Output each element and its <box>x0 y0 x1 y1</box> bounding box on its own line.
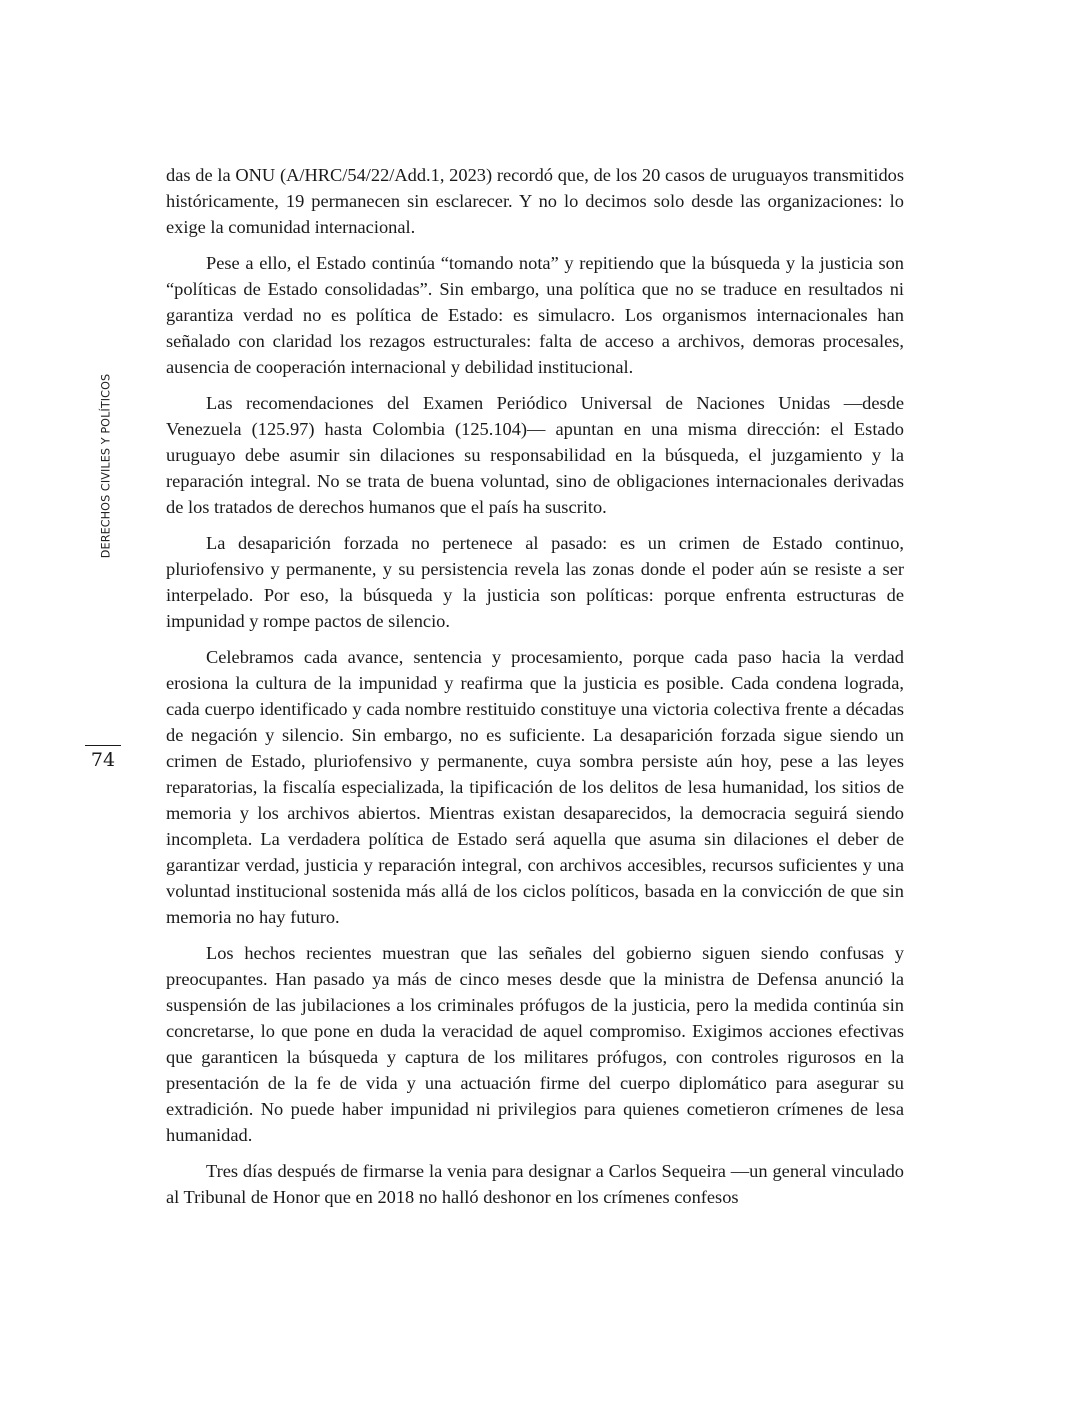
paragraph-hechos-recientes: Los hechos recientes muestran que las señales del gobierno siguen siendo confusas y preocupantes. Han pasado ya más de cinco meses desde que la ministra de Defensa anunció la suspensión de las jubilaciones a los criminales prófugos de la justicia, pero la medida continúa sin concretarse, lo que pone en duda la veracidad de aquel compromiso. Exigimos acciones efectivas que garanticen la búsqueda y captura de los militares prófugos, con controles rigurosos en la presentación de la fe de vida y una actuación firme del cuerpo diplomático para asegurar su extradición. No puede haber impunidad ni privilegios para quienes cometieron crímenes de lesa humanidad. <box>166 943 904 1145</box>
page-number-rule <box>85 745 121 746</box>
paragraph-celebramos-avances: Celebramos cada avance, sentencia y procesamiento, porque cada paso hacia la verdad erosiona la cultura de la impunidad y reafirma que la justicia es posible. Cada condena lograda, cada cuerpo identificado y cada nombre restituido constituye una victoria colectiva frente a décadas de negación y silencio. Sin embargo, no es suficiente. La desaparición forzada sigue siendo un crimen de Estado, pluriofensivo y permanente, cuya sombra persiste aún hoy, pese a las leyes reparatorias, la fiscalía especializada, la tipificación de los delitos de lesa humanidad, los sitios de memoria y los archivos abiertos. Mientras existan desaparecidos, la democracia seguirá siendo incompleta. La verdadera política de Estado será aquella que asuma sin dilaciones el deber de garantizar verdad, justicia y reparación integral, con archivos accesibles, recursos suficientes y una voluntad institucional sostenida más allá de los ciclos políticos, basada en la convicción de que sin memoria no hay futuro. <box>166 647 904 927</box>
paragraph-desaparicion-forzada: La desaparición forzada no pertenece al pasado: es un crimen de Estado continuo, pluriofensivo y permanente, y su persistencia revela las zonas donde el poder aún se resiste a ser interpelado. Por eso, la búsqueda y la justicia son políticas: porque enfrenta estructuras de impunidad y rompe pactos de silencio. <box>166 533 904 631</box>
paragraph-estado-tomando-nota: Pese a ello, el Estado continúa “tomando nota” y repitiendo que la búsqueda y la justicia son “políticas de Estado consolidadas”. Sin embargo, una política que no se traduce en resultados ni garantiza verdad no es política de Estado: es simulacro. Los organismos internacionales han señalado con claridad los rezagos estructurales: falta de acceso a archivos, demoras procesales, ausencia de cooperación internacional y debilidad institucional. <box>166 253 904 377</box>
paragraph-examen-periodico-universal: Las recomendaciones del Examen Periódico Universal de Naciones Unidas —desde Venezuela (125.97) hasta Colombia (125.104)— apuntan en una misma dirección: el Estado uruguayo debe asumir sin dilaciones su responsabilidad en la búsqueda, el juzgamiento y la reparación integral. No se trata de buena voluntad, sino de obligaciones internacionales derivadas de los tratados de derechos humanos que el país ha suscrito. <box>166 393 904 517</box>
body-text <box>166 162 904 1210</box>
running-head-section-title: DERECHOS CIVILES Y POLÍTICOS <box>99 373 113 559</box>
paragraph-continued: das de la ONU (A/HRC/54/22/Add.1, 2023) recordó que, de los 20 casos de uruguayos transmitidos históricamente, 19 permanecen sin esclarecer. Y no lo decimos solo desde las organizaciones: lo exige la comunidad internacional. <box>166 165 904 237</box>
paragraph-tres-dias-despues: Tres días después de firmarse la venia para designar a Carlos Sequeira —un general vinculado al Tribunal de Honor que en 2018 no halló deshonor en los crímenes confesos <box>166 1161 904 1207</box>
page-number: 74 <box>90 749 116 771</box>
